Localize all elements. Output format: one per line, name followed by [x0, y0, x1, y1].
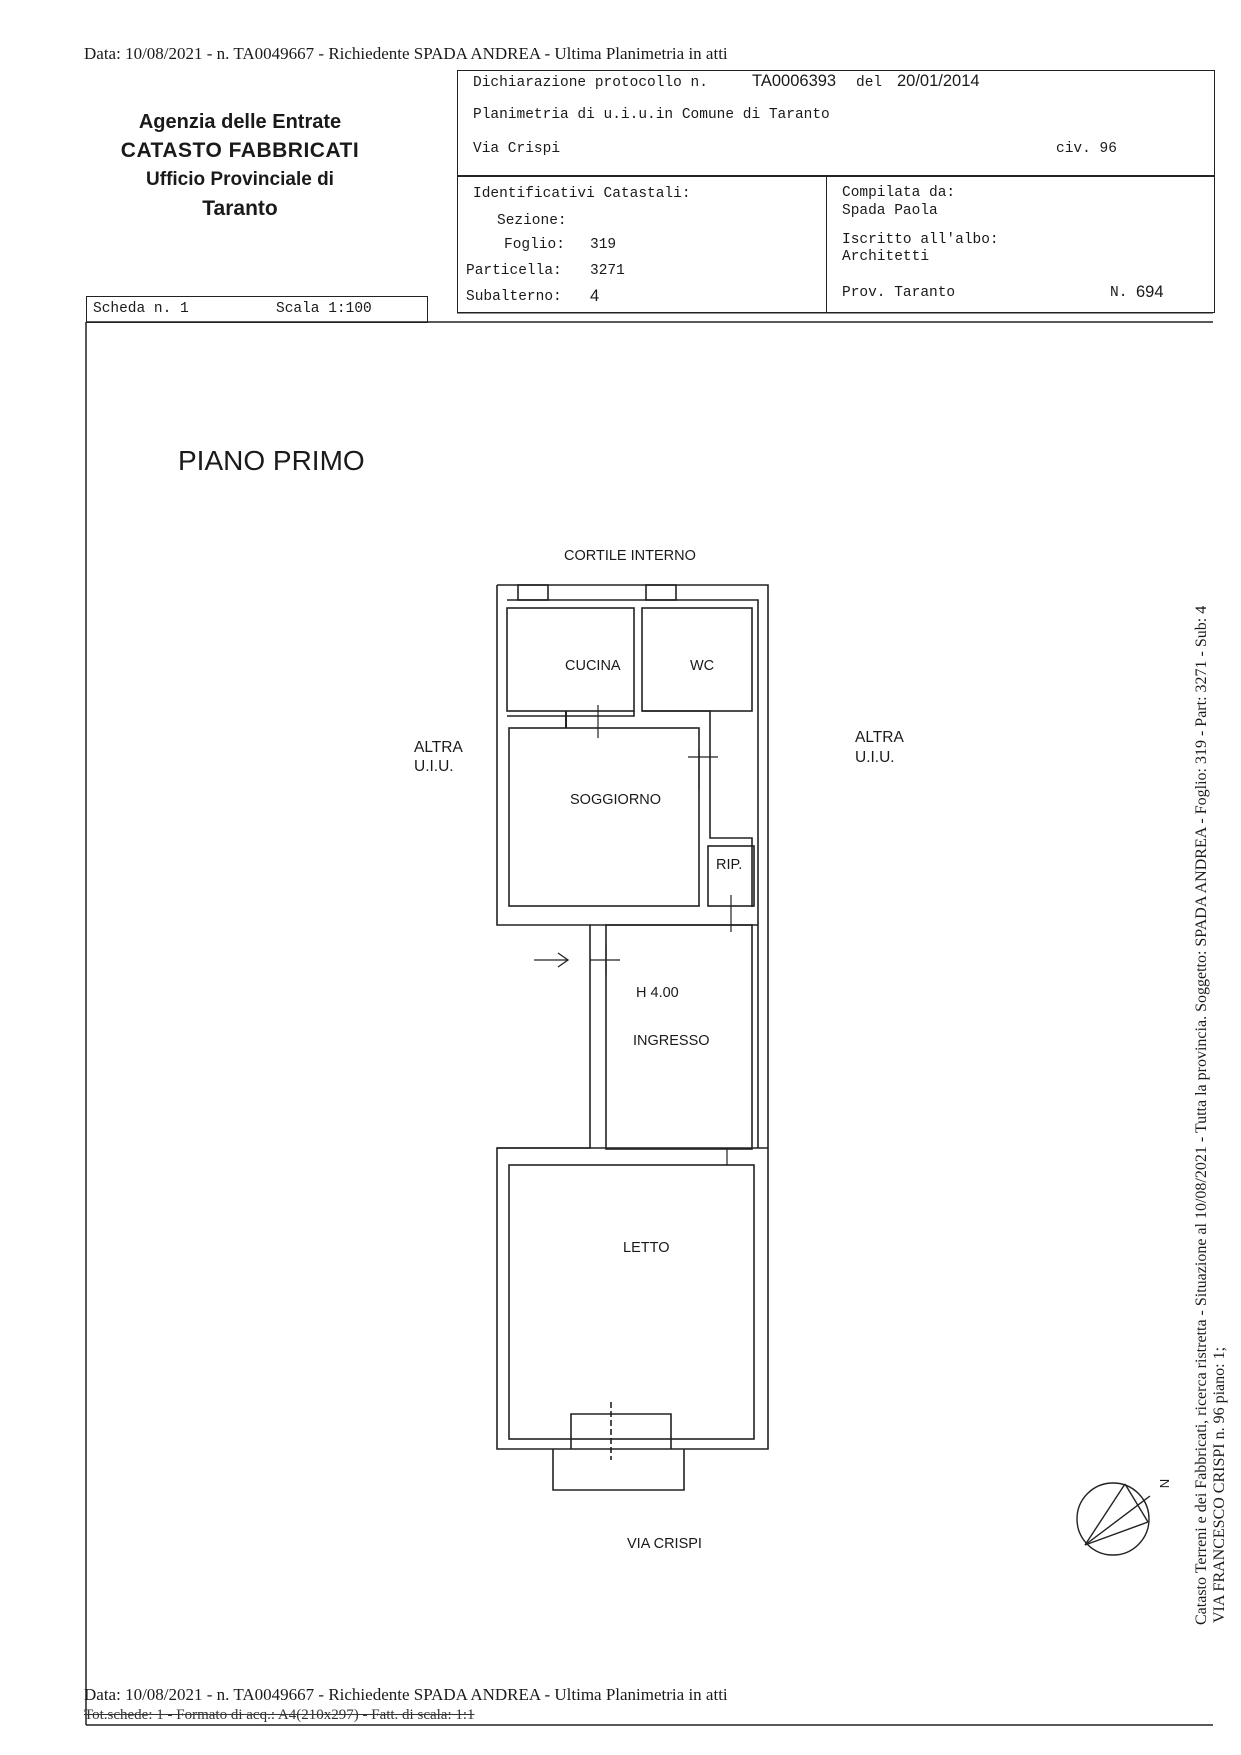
floor-title: PIANO PRIMO	[178, 445, 365, 476]
vertical-note	[1193, 285, 1229, 1625]
particella-label: Particella:	[466, 263, 562, 279]
room-rip: RIP.	[716, 857, 743, 873]
subalterno-value: 4	[590, 287, 600, 305]
subalterno-label: Subalterno:	[466, 289, 562, 305]
agency-name: Agenzia delle Entrate	[138, 111, 342, 133]
scale-label: Scala 1:100	[276, 301, 372, 317]
street-plan-label: VIA CRISPI	[627, 1536, 702, 1552]
room-height: H 4.00	[636, 985, 679, 1001]
planimetry-label: Planimetria di u.i.u.in Comune di Taranto	[473, 107, 830, 123]
room-letto: LETTO	[623, 1240, 670, 1256]
vertical-note-line-1: Catasto Terreni e dei Fabbricati, ricerca ristretta - Situazione al 10/08/2021 - Tutta la provincia. Soggetto: SPADA ANDREA - Foglio: 319 - Part: 3271 - Sub: 4	[1193, 605, 1210, 1625]
civic-number: civ. 96	[1056, 141, 1117, 157]
room-soggiorno: SOGGIORNO	[570, 792, 662, 808]
province-label: Prov. Taranto	[842, 285, 956, 301]
office-label: Ufficio Provinciale di	[146, 169, 334, 190]
document-header: Data: 10/08/2021 - n. TA0049667 - Richiedente SPADA ANDREA - Ultima Planimetria in atti	[84, 44, 728, 63]
albo-number: 694	[1136, 283, 1164, 301]
document-footer-details: Tot.schede: 1 - Formato di acq.: A4(210x297) - Fatt. di scala: 1:1	[84, 1707, 475, 1723]
identifiers-title: Identificativi Catastali:	[473, 186, 691, 202]
protocol-label: Dichiarazione protocollo n.	[473, 75, 708, 91]
compiler-name: Spada Paola	[842, 203, 938, 219]
left-neighbor-label-2: U.I.U.	[414, 758, 454, 775]
room-ingresso: INGRESSO	[633, 1033, 710, 1049]
compiler-label: Compilata da:	[842, 185, 956, 201]
courtyard-label: CORTILE INTERNO	[564, 548, 696, 564]
vertical-note-line-2: VIA FRANCESCO CRISPI n. 96 piano: 1;	[1211, 1346, 1228, 1623]
office-city: Taranto	[202, 197, 278, 220]
north-label: N	[1157, 1478, 1173, 1489]
catasto-title: CATASTO FABBRICATI	[120, 139, 360, 162]
foglio-value: 319	[590, 237, 617, 253]
protocol-number: TA0006393	[752, 72, 837, 90]
albo-value: Architetti	[842, 249, 930, 265]
street-label: Via Crispi	[473, 141, 561, 157]
scheda-label: Scheda n. 1	[93, 301, 189, 317]
left-neighbor-label-1: ALTRA	[414, 739, 463, 756]
sezione-label: Sezione:	[497, 213, 567, 229]
right-neighbor-label-1: ALTRA	[855, 729, 904, 746]
declaration-date: 20/01/2014	[897, 72, 980, 90]
date-label: del	[856, 75, 883, 91]
particella-value: 3271	[590, 263, 625, 279]
room-cucina: CUCINA	[565, 658, 621, 674]
albo-label: Iscritto all'albo:	[842, 232, 999, 248]
document-footer: Data: 10/08/2021 - n. TA0049667 - Richiedente SPADA ANDREA - Ultima Planimetria in atti	[84, 1685, 728, 1704]
right-neighbor-label-2: U.I.U.	[855, 749, 895, 766]
foglio-label: Foglio:	[504, 237, 565, 253]
room-wc: WC	[690, 658, 715, 674]
albo-number-label: N.	[1110, 285, 1128, 301]
